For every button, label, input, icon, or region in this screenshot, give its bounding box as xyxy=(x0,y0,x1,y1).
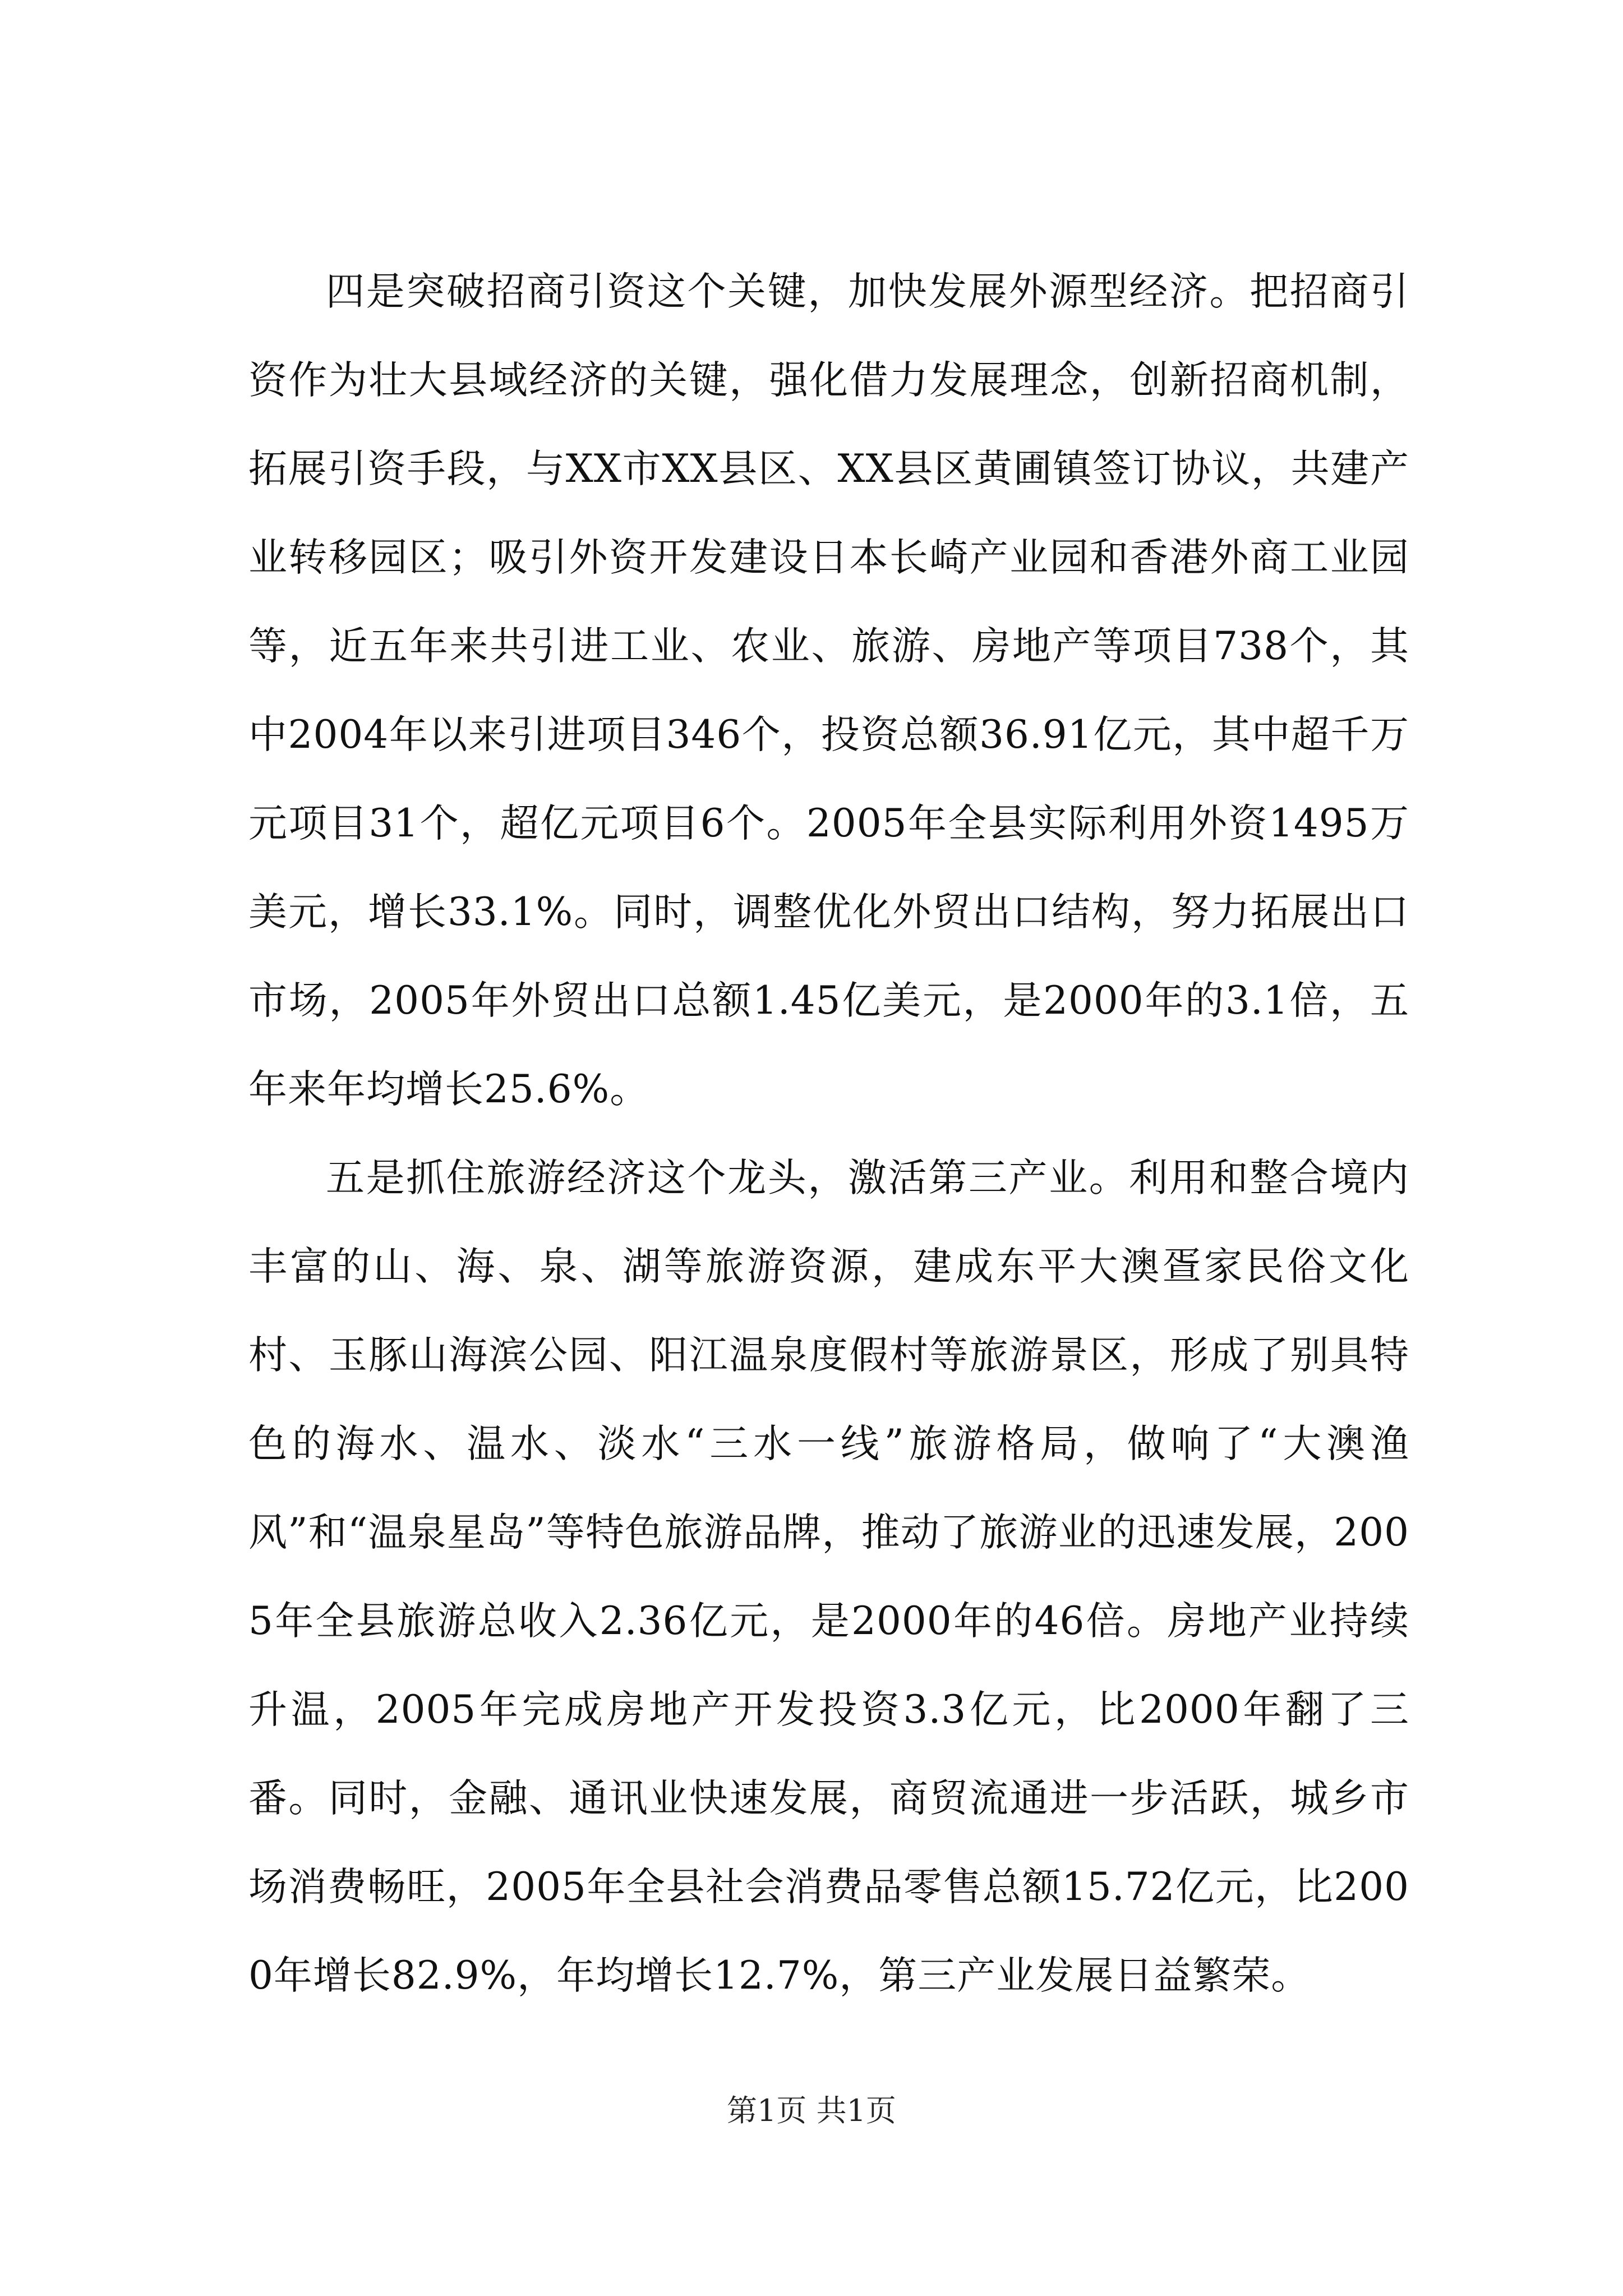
paragraph-investment: 四是突破招商引资这个关键，加快发展外源型经济。把招商引资作为壮大县域经济的关键，强化借力发展理念，创新招商机制，拓展引资手段，与XX市XX县区、XX县区黄圃镇签订协议，共建产业转移园区；吸引外资开发建设日本长崎产业园和香港外商工业园等，近五年来共引进工业、农业、旅游、房地产等项目738个，其中2004年以来引进项目346个，投资总额36.91亿元，其中超千万元项目31个，超亿元项目6个。2005年全县实际利用外资1495万美元，增长33.1%。同时，调整优化外贸出口结构，努力拓展出口市场，2005年外贸出口总额1.45亿美元，是2000年的3.1倍，五年来年均增长25.6%。 xyxy=(248,269,1409,1112)
document-body xyxy=(248,247,1409,2020)
page-number-footer: 第1页 共1页 xyxy=(727,2093,896,2128)
paragraph-tourism: 五是抓住旅游经济这个龙头，激活第三产业。利用和整合境内丰富的山、海、泉、湖等旅游资源，建成东平大澳疍家民俗文化村、玉豚山海滨公园、阳江温泉度假村等旅游景区，形成了别具特色的海水、温水、淡水“三水一线”旅游格局，做响了“大澳渔风”和“温泉星岛”等特色旅游品牌，推动了旅游业的迅速发展，2005年全县旅游总收入2.36亿元，是2000年的46倍。房地产业持续升温，2005年完成房地产开发投资3.3亿元，比2000年翻了三番。同时，金融、通讯业快速发展，商贸流通进一步活跃，城乡市场消费畅旺，2005年全县社会消费品零售总额15.72亿元，比2000年增长82.9%，年均增长12.7%，第三产业发展日益繁荣。 xyxy=(248,1156,1409,1998)
